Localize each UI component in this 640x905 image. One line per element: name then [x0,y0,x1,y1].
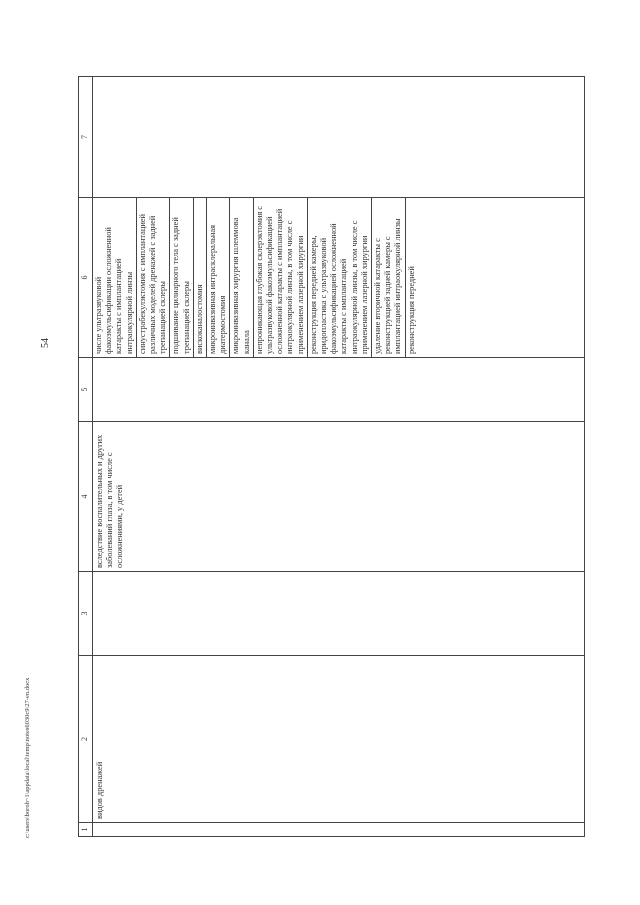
page-number: 54 [40,338,51,348]
cell-col3 [93,572,585,656]
cell-col7 [93,77,585,198]
procedure-item: реконструкция передней [406,266,416,354]
header-row [79,77,93,837]
cell-col2: видов дренажей [93,656,585,823]
procedure-item: подшивание цилиарного тела с задней трепанацией склеры [170,198,193,357]
cell-col1 [93,823,585,837]
procedure-item: вискоканалостомия [194,198,207,357]
procedure-item: непроникающая глубокая склерэктомия с ультразвуковой факоэмульсификацией осложненной катаракты с имплантацией интраокулярной линзы, в том числе с применением лазерной хирургии [254,198,308,357]
procedures-table [78,76,585,837]
header-cell-4: 4 [79,422,93,572]
cell-col5 [93,358,585,422]
procedure-item: числе ультразвуковой факоэмульсификации осложненной катаракты с имплантацией интраокулярной линзы [93,198,137,357]
procedure-item: микроинвазивная хирургия шлеммова канала [230,198,253,357]
cell-col6 [93,198,585,358]
procedure-item: синустрабекулэктомия с имплантацией различных моделей дренажей с задней трепанацией склеры [137,198,171,357]
header-cell-5: 5 [79,358,93,422]
footer-file-path: c:\users\boroh~1\appdata\local\temp\notes6030c9\27-en.docx [24,677,31,838]
header-cell-1: 1 [79,823,93,837]
header-cell-2: 2 [79,656,93,823]
table-row [93,77,585,837]
header-cell-7: 7 [79,77,93,198]
procedure-item: микроинвазивная интрасклеральная диатермостомия [207,198,230,357]
procedure-item: удаление вторичной катаракты с реконструкцией задней камеры с имплантацией интраокулярной линзы [372,198,406,357]
header-cell-6: 6 [79,198,93,358]
cell-col4: вследствие воспалительных и других заболеваний глаза, в том числе с осложнениями, у детей [93,422,585,572]
procedure-item: реконструкция передней камеры, иридопластика с ультразвуковой факоэмульсификацией осложненной катаракты с имплантацией интраокулярной линзы, в том числе с применением лазерной хирургии [308,198,372,357]
rotated-table-frame [78,77,585,837]
header-cell-3: 3 [79,572,93,656]
